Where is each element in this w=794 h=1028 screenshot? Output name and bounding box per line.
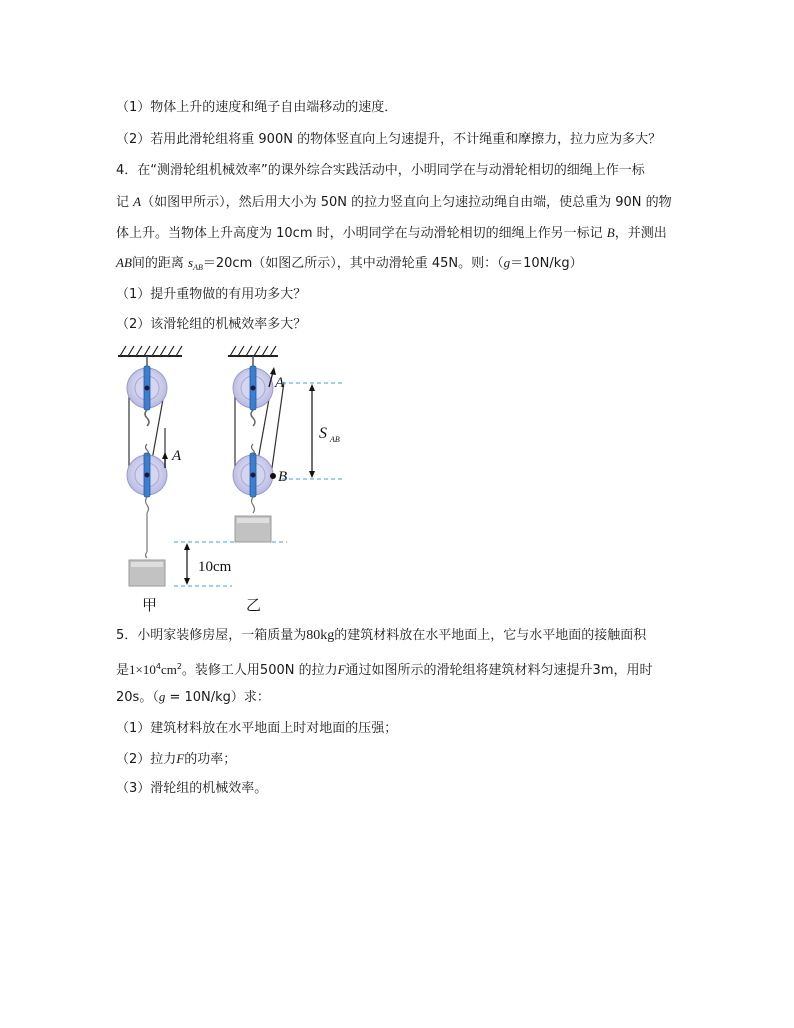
pulley-system-right bbox=[228, 346, 287, 542]
text: 5．小明家装修房屋，一箱质量为 bbox=[116, 628, 307, 643]
pulley-figure bbox=[112, 340, 372, 620]
force-symbol: F bbox=[337, 662, 346, 677]
mark-a: A bbox=[133, 194, 142, 209]
text: 的功率； bbox=[184, 752, 237, 767]
s-symbol: s bbox=[188, 255, 194, 270]
question-4-part-1: （1）提升重物做的有用功多大？ bbox=[116, 287, 307, 302]
movable-pulley-left bbox=[127, 453, 167, 497]
text: ，并测出 bbox=[614, 226, 667, 241]
s-subscript: AB bbox=[193, 263, 203, 272]
fixed-pulley-right bbox=[233, 366, 273, 410]
text: 。装修工人用500N 的拉力 bbox=[181, 663, 338, 678]
mark-b-dot bbox=[270, 473, 276, 479]
question-5-part-2 bbox=[116, 751, 236, 768]
label-a-left: A bbox=[172, 448, 182, 464]
question-3-part-1: （1）物体上升的速度和绳子自由端移动的速度． bbox=[116, 100, 398, 115]
force-symbol: F bbox=[176, 751, 185, 766]
question-3-part-2: （2）若用此滑轮组将重 900N 的物体竖直向上匀速提升，不计绳重和摩擦力，拉力应为多大？ bbox=[116, 132, 662, 147]
area-value: 是1×10 bbox=[116, 662, 156, 677]
text: （如图甲所示），然后用大小为 50N 的拉力竖直向上匀速拉动绳自由端，使总重为 90N 的物 bbox=[141, 195, 672, 210]
text: 20s。（ bbox=[116, 690, 159, 705]
mass-value: 80kg bbox=[306, 628, 335, 643]
label-b: B bbox=[278, 469, 288, 485]
caption-left: 甲 bbox=[142, 598, 158, 614]
text: 体上升。当物体上升高度为 10cm 时，小明同学在与动滑轮相切的细绳上作另一标记 bbox=[116, 226, 607, 241]
question-5-part-1: （1）建筑材料放在水平地面上时对地面的压强； bbox=[116, 721, 398, 736]
fixed-pulley-left bbox=[127, 366, 167, 410]
g-symbol: g bbox=[503, 255, 511, 270]
question-4-line-4 bbox=[116, 255, 583, 276]
question-5-line-3 bbox=[116, 689, 270, 706]
height-marker bbox=[174, 542, 287, 586]
mark-b: B bbox=[606, 225, 615, 240]
label-s: S bbox=[319, 425, 327, 442]
label-s-sub: AB bbox=[330, 435, 340, 444]
text: 通过如图所示的滑轮组将建筑材料匀速提升3m，用时 bbox=[345, 663, 653, 678]
question-4-part-2: （2）该滑轮组的机械效率多大？ bbox=[116, 317, 307, 332]
question-5-part-3: （3）滑轮组的机械效率。 bbox=[116, 781, 268, 796]
question-4-line-2 bbox=[116, 194, 672, 211]
area-exponent: 4 bbox=[155, 662, 161, 671]
question-5-line-1 bbox=[116, 628, 646, 644]
area-unit: cm bbox=[160, 662, 177, 677]
area-unit-exponent: 2 bbox=[176, 662, 182, 671]
text: 的建筑材料放在水平地面上，它与水平地面的接触面积 bbox=[334, 628, 647, 643]
text: 记 bbox=[116, 195, 134, 210]
distance-marker bbox=[282, 383, 344, 479]
text: （2）拉力 bbox=[116, 752, 177, 767]
g-symbol: g bbox=[158, 689, 166, 704]
height-label: 10cm bbox=[198, 559, 232, 575]
text: 间的距离 bbox=[131, 256, 189, 271]
ceiling-right bbox=[228, 346, 278, 356]
question-4-line-3 bbox=[116, 225, 667, 242]
movable-pulley-right bbox=[233, 453, 273, 497]
label-a-right: A bbox=[275, 375, 285, 391]
text: = 10N/kg）求： bbox=[165, 690, 270, 705]
caption-right: 乙 bbox=[246, 598, 262, 614]
ab-label: AB bbox=[116, 255, 132, 270]
text: ＝20cm（如图乙所示），其中动滑轮重 45N。则：（ bbox=[202, 256, 504, 271]
text: ＝10N/kg） bbox=[510, 256, 583, 271]
question-5-line-2 bbox=[116, 659, 652, 679]
question-4-line-1: 4．在“测滑轮组机械效率”的课外综合实践活动中，小明同学在与动滑轮相切的细绳上作一标 bbox=[116, 163, 645, 178]
ceiling-left bbox=[118, 346, 182, 356]
pulley-system-left bbox=[118, 346, 182, 586]
